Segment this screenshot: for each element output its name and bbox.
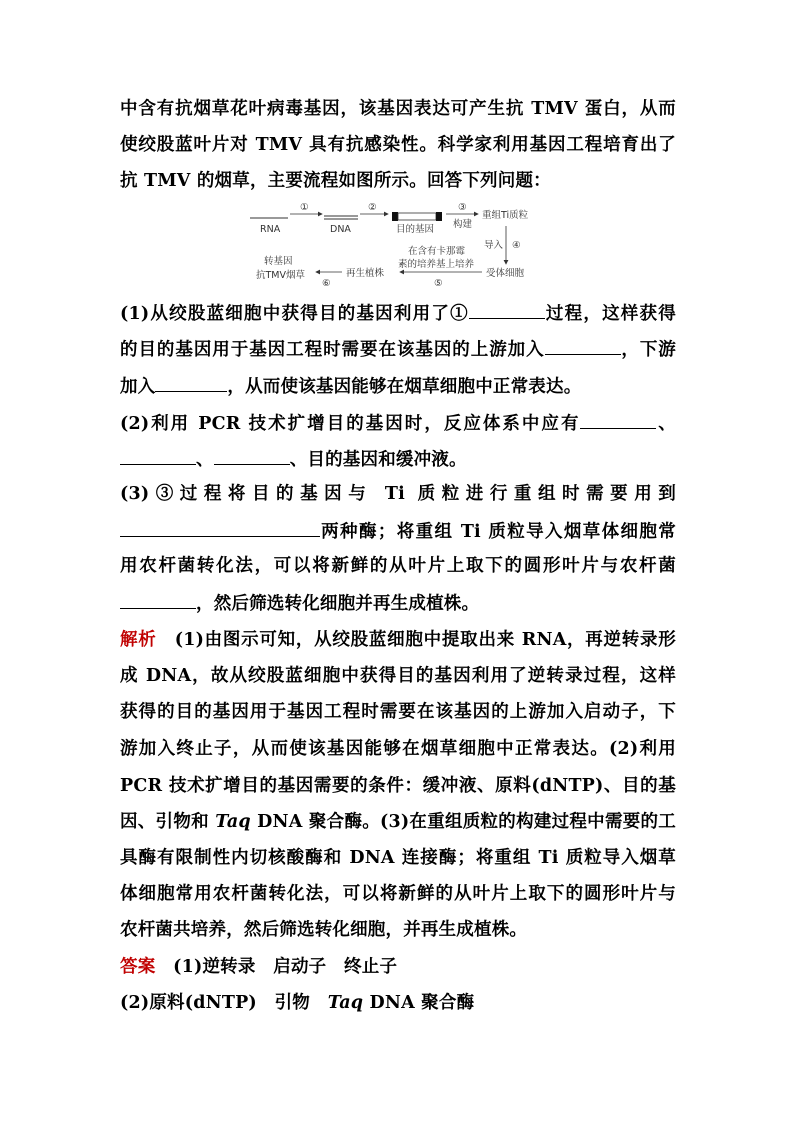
answer-blank-1[interactable]	[469, 300, 545, 319]
analysis-line-6	[120, 810, 676, 834]
q2-line-1	[120, 410, 676, 436]
q2-line-2	[120, 446, 676, 472]
analysis-line-9: 农杆菌共培养，然后筛选转化细胞，并再生成植株。	[120, 920, 528, 940]
taq-italic: Taq	[215, 812, 251, 832]
analysis-text-1: (1)由图示可知，从绞股蓝细胞中提取出来 RNA，再逆转录形	[174, 630, 677, 650]
q1-text-f: ，从而使该基因能够在烟草细胞中正常表达。	[227, 377, 582, 397]
step2-label: ②	[368, 202, 377, 213]
q3-line-4	[120, 590, 676, 616]
answer-blank-5[interactable]	[120, 446, 196, 465]
analysis-line-2: 成 DNA，故从绞股蓝细胞中获得目的基因利用了逆转录过程，这样	[120, 666, 676, 686]
intro-line-1: 中含有抗烟草花叶病毒基因，该基因表达可产生抗 TMV 蛋白，从而	[120, 99, 676, 119]
analysis-line-4: 游加入终止子，从而使该基因能够在烟草细胞中正常表达。(2)利用	[120, 739, 676, 759]
medium-label-1: 在含有卡那霉	[408, 246, 466, 257]
answer-blank-4[interactable]	[580, 410, 656, 429]
target-gene-label: 目的基因	[396, 224, 435, 235]
answer-text-2a: (2)原料(dNTP) 引物	[120, 993, 328, 1013]
q1-line-2	[120, 336, 676, 362]
transgenic-label-2: 抗TMV烟草	[256, 270, 305, 281]
analysis-label: 解析	[120, 630, 157, 650]
dna-label: DNA	[330, 224, 351, 235]
answer-text-2b: DNA 聚合酶	[363, 993, 475, 1013]
gene-block-right	[436, 212, 442, 221]
import-label: 导入	[484, 240, 504, 251]
step4-label: ④	[512, 240, 521, 251]
answer-blank-8[interactable]	[120, 590, 196, 609]
intro-line-2: 使绞股蓝叶片对 TMV 具有抗感染性。科学家利用基因工程培育出了	[120, 135, 676, 155]
q1-line-3	[120, 373, 676, 399]
analysis-line-8: 体细胞常用农杆菌转化法，可以将新鲜的从叶片上取下的圆形叶片与	[120, 884, 676, 904]
q3-line-3: 用农杆菌转化法，可以将新鲜的从叶片上取下的圆形叶片与农杆菌	[120, 556, 676, 576]
regen-plant-label: 再生植株	[346, 268, 385, 279]
q2-text-b: 、	[656, 414, 677, 434]
answer-line-1	[120, 955, 676, 979]
q2-sep: 、	[196, 450, 214, 470]
answer-blank-7[interactable]	[120, 518, 320, 537]
answer-line-2	[120, 991, 676, 1015]
flow-diagram	[248, 200, 548, 292]
construct-label: 构建	[453, 219, 473, 230]
answer-taq-italic: Taq	[327, 993, 364, 1013]
step3-label: ③	[458, 202, 467, 213]
q3-text-d: ，然后筛选转化细胞并再生成植株。	[196, 594, 480, 614]
recipient-cell-label: 受体细胞	[486, 268, 525, 279]
analysis-line-7: 具酶有限制性内切核酸酶和 DNA 连接酶；将重组 Ti 质粒导入烟草	[120, 848, 676, 868]
recombinant-ti-label: 重组Ti质粒	[482, 210, 529, 221]
q3-text-b: 两种酶；将重组 Ti 质粒导入烟草体细胞常	[320, 522, 676, 542]
q1-text-b: 过程，这样获得	[544, 304, 676, 324]
analysis-line-1	[120, 628, 676, 652]
analysis-text-6a: 因、引物和	[120, 812, 216, 832]
analysis-line-5: PCR 技术扩增目的基因需要的条件：缓冲液、原料(dNTP)、目的基	[120, 776, 676, 796]
q2-text-c: 、目的基因和缓冲液。	[289, 450, 467, 470]
answer-blank-6[interactable]	[214, 446, 290, 465]
q1-text-c: 的目的基因用于基因工程时需要在该基因的上游加入	[120, 340, 545, 360]
analysis-line-3: 获得的目的基因用于基因工程时需要在该基因的上游加入启动子，下	[120, 702, 676, 722]
intro-line-3: 抗 TMV 的烟草，主要流程如图所示。回答下列问题：	[120, 171, 551, 191]
answer-blank-2[interactable]	[545, 336, 621, 355]
gene-body	[398, 213, 436, 220]
analysis-text-6b: DNA 聚合酶。(3)在重组质粒的构建过程中需要的工	[250, 812, 676, 832]
step1-label: ①	[300, 202, 309, 213]
q3-line-2	[120, 518, 676, 544]
medium-label-2: 素的培养基上培养	[398, 259, 475, 270]
answer-label: 答案	[120, 957, 156, 977]
answer-text-1: (1)逆转录 启动子 终止子	[173, 957, 398, 977]
step5-label: ⑤	[434, 278, 443, 289]
q3-line-1: (3)③过程将目的基因与 Ti 质粒进行重组时需要用到	[120, 484, 676, 504]
q1-text-a: (1)从绞股蓝细胞中获得目的基因利用了①	[120, 304, 469, 324]
gene-block-left	[392, 212, 398, 221]
q1-text-d: ，下游	[620, 340, 676, 360]
q1-line-1	[120, 300, 676, 326]
step6-label: ⑥	[322, 278, 331, 289]
q1-text-e: 加入	[120, 377, 156, 397]
q2-text-a: (2)利用 PCR 技术扩增目的基因时，反应体系中应有	[120, 414, 581, 434]
rna-label: RNA	[260, 224, 281, 235]
transgenic-label-1: 转基因	[264, 256, 293, 267]
answer-blank-3[interactable]	[155, 373, 227, 392]
